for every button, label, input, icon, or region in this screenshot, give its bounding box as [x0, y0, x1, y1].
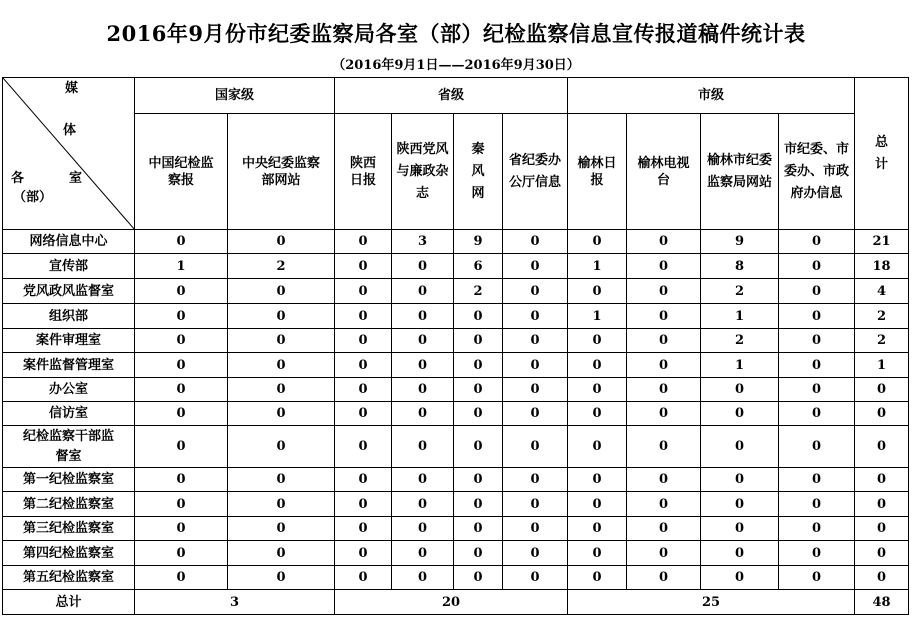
grand-total: 48 [855, 590, 909, 615]
value-cell: 0 [135, 517, 228, 541]
value-cell: 0 [135, 541, 228, 566]
value-cell: 0 [503, 353, 568, 378]
row-label: 第三纪检监察室 [3, 517, 135, 541]
value-cell: 0 [392, 279, 454, 304]
value-cell: 0 [568, 230, 627, 254]
table-row [3, 329, 909, 353]
value-cell: 0 [335, 402, 392, 426]
row-label: 办公室 [3, 378, 135, 402]
value-cell: 8 [701, 254, 779, 279]
value-cell: 0 [779, 304, 855, 329]
value-cell: 0 [454, 426, 503, 468]
value-cell: 0 [701, 402, 779, 426]
row-total-cell: 0 [855, 468, 909, 492]
value-cell: 0 [392, 304, 454, 329]
value-cell: 0 [228, 468, 335, 492]
value-cell: 0 [568, 402, 627, 426]
row-total-cell: 0 [855, 426, 909, 468]
table-row [3, 402, 909, 426]
value-cell: 0 [503, 402, 568, 426]
value-cell: 0 [503, 541, 568, 566]
corner-header-cell [3, 78, 135, 230]
value-cell: 0 [392, 329, 454, 353]
value-cell: 0 [335, 353, 392, 378]
group-national: 国家级 [135, 78, 335, 114]
value-cell: 0 [392, 378, 454, 402]
page-title: 2016年9月份市纪委监察局各室（部）纪检监察信息宣传报道稿件统计表 [106, 21, 806, 46]
value-cell: 0 [627, 378, 701, 402]
value-cell: 0 [627, 329, 701, 353]
value-cell: 0 [228, 304, 335, 329]
date-range: （2016年9月1日——2016年9月30日） [332, 58, 580, 73]
value-cell: 2 [701, 329, 779, 353]
row-total-cell: 0 [855, 566, 909, 590]
value-cell: 0 [135, 230, 228, 254]
value-cell: 0 [627, 426, 701, 468]
value-cell: 0 [701, 492, 779, 517]
value-cell: 0 [135, 492, 228, 517]
value-cell: 0 [335, 279, 392, 304]
value-cell: 0 [503, 304, 568, 329]
col-header-7: 榆林日报 [568, 114, 627, 230]
row-label: 网络信息中心 [3, 230, 135, 254]
diagonal-line [3, 78, 135, 230]
value-cell: 0 [454, 353, 503, 378]
value-cell: 0 [335, 541, 392, 566]
value-cell: 0 [779, 230, 855, 254]
table-row [3, 468, 909, 492]
value-cell: 1 [701, 353, 779, 378]
value-cell: 0 [779, 541, 855, 566]
value-cell: 0 [627, 254, 701, 279]
value-cell: 0 [627, 468, 701, 492]
value-cell: 0 [503, 329, 568, 353]
row-label: 第四纪检监察室 [3, 541, 135, 566]
value-cell: 0 [779, 402, 855, 426]
value-cell: 0 [701, 517, 779, 541]
col-header-4: 陕西党风与廉政杂志 [392, 114, 454, 230]
value-cell: 0 [627, 541, 701, 566]
corner-label-media-2: 体 [63, 123, 77, 138]
value-cell: 0 [135, 353, 228, 378]
table-row [3, 378, 909, 402]
column-header-row [3, 114, 909, 230]
row-label: 第二纪检监察室 [3, 492, 135, 517]
value-cell: 0 [335, 492, 392, 517]
value-cell: 0 [627, 353, 701, 378]
value-cell: 0 [701, 541, 779, 566]
value-cell: 0 [135, 304, 228, 329]
value-cell: 0 [454, 378, 503, 402]
total-header: 总计 [855, 78, 909, 230]
value-cell: 0 [779, 353, 855, 378]
value-cell: 1 [568, 254, 627, 279]
value-cell: 0 [503, 230, 568, 254]
value-cell: 0 [701, 468, 779, 492]
value-cell: 0 [228, 426, 335, 468]
row-total-cell: 21 [855, 230, 909, 254]
group-city: 市级 [568, 78, 855, 114]
value-cell: 0 [779, 517, 855, 541]
value-cell: 0 [503, 426, 568, 468]
value-cell: 0 [779, 279, 855, 304]
value-cell: 0 [779, 254, 855, 279]
row-total-cell: 2 [855, 329, 909, 353]
value-cell: 0 [503, 254, 568, 279]
value-cell: 0 [701, 426, 779, 468]
value-cell: 0 [454, 492, 503, 517]
value-cell: 0 [568, 492, 627, 517]
total-national: 3 [135, 590, 335, 615]
total-provincial: 20 [335, 590, 568, 615]
row-total-cell: 0 [855, 541, 909, 566]
value-cell: 0 [392, 254, 454, 279]
value-cell: 0 [568, 353, 627, 378]
value-cell: 0 [335, 468, 392, 492]
value-cell: 0 [392, 566, 454, 590]
row-label: 纪检监察干部监督室 [3, 426, 135, 468]
value-cell: 0 [228, 541, 335, 566]
value-cell: 0 [135, 279, 228, 304]
table-row [3, 541, 909, 566]
value-cell: 0 [392, 426, 454, 468]
corner-label-dept-2: 室 [69, 171, 83, 186]
totals-label: 总计 [3, 590, 135, 615]
value-cell: 0 [503, 378, 568, 402]
value-cell: 0 [228, 566, 335, 590]
value-cell: 0 [503, 279, 568, 304]
value-cell: 0 [568, 468, 627, 492]
value-cell: 0 [228, 279, 335, 304]
table-row [3, 353, 909, 378]
value-cell: 0 [392, 353, 454, 378]
col-header-9: 榆林市纪委监察局网站 [701, 114, 779, 230]
value-cell: 0 [701, 378, 779, 402]
table-row [3, 492, 909, 517]
row-total-cell: 2 [855, 304, 909, 329]
value-cell: 0 [454, 304, 503, 329]
value-cell: 0 [568, 378, 627, 402]
value-cell: 0 [454, 517, 503, 541]
value-cell: 0 [779, 426, 855, 468]
value-cell: 0 [503, 517, 568, 541]
value-cell: 0 [135, 426, 228, 468]
value-cell: 0 [228, 353, 335, 378]
value-cell: 0 [627, 517, 701, 541]
table-row [3, 426, 909, 468]
row-label: 党风政风监督室 [3, 279, 135, 304]
row-total-cell: 0 [855, 402, 909, 426]
value-cell: 0 [779, 566, 855, 590]
value-cell: 0 [135, 378, 228, 402]
row-total-cell: 18 [855, 254, 909, 279]
value-cell: 0 [454, 402, 503, 426]
value-cell: 0 [135, 566, 228, 590]
value-cell: 2 [228, 254, 335, 279]
statistics-table [2, 77, 909, 615]
value-cell: 0 [701, 566, 779, 590]
table-row [3, 230, 909, 254]
value-cell: 0 [335, 426, 392, 468]
value-cell: 1 [135, 254, 228, 279]
value-cell: 0 [392, 402, 454, 426]
value-cell: 0 [454, 468, 503, 492]
row-label: 第五纪检监察室 [3, 566, 135, 590]
col-header-2: 中央纪委监察部网站 [228, 114, 335, 230]
table-row [3, 254, 909, 279]
value-cell: 0 [392, 541, 454, 566]
table-row [3, 566, 909, 590]
value-cell: 0 [335, 329, 392, 353]
value-cell: 0 [228, 378, 335, 402]
value-cell: 9 [454, 230, 503, 254]
value-cell: 0 [568, 279, 627, 304]
col-header-8: 榆林电视台 [627, 114, 701, 230]
value-cell: 2 [454, 279, 503, 304]
value-cell: 0 [392, 468, 454, 492]
total-city: 25 [568, 590, 855, 615]
value-cell: 9 [701, 230, 779, 254]
value-cell: 0 [568, 329, 627, 353]
value-cell: 0 [135, 402, 228, 426]
row-total-cell: 0 [855, 492, 909, 517]
value-cell: 0 [228, 492, 335, 517]
row-label: 组织部 [3, 304, 135, 329]
value-cell: 0 [228, 329, 335, 353]
value-cell: 0 [568, 541, 627, 566]
col-header-1: 中国纪检监察报 [135, 114, 228, 230]
value-cell: 0 [627, 402, 701, 426]
value-cell: 0 [392, 492, 454, 517]
value-cell: 0 [454, 566, 503, 590]
value-cell: 0 [779, 492, 855, 517]
value-cell: 0 [135, 468, 228, 492]
table-row [3, 517, 909, 541]
row-total-cell: 0 [855, 517, 909, 541]
row-label: 第一纪检监察室 [3, 468, 135, 492]
table-row [3, 279, 909, 304]
value-cell: 0 [503, 492, 568, 517]
row-label: 宣传部 [3, 254, 135, 279]
value-cell: 0 [335, 378, 392, 402]
value-cell: 0 [335, 566, 392, 590]
value-cell: 0 [503, 468, 568, 492]
value-cell: 6 [454, 254, 503, 279]
row-total-cell: 0 [855, 378, 909, 402]
col-header-6: 省纪委办公厅信息 [503, 114, 568, 230]
row-label: 案件审理室 [3, 329, 135, 353]
corner-label-dept-3: （部） [13, 190, 53, 205]
group-provincial: 省级 [335, 78, 568, 114]
col-header-5: 秦风网 [454, 114, 503, 230]
value-cell: 0 [568, 566, 627, 590]
value-cell: 1 [568, 304, 627, 329]
value-cell: 2 [701, 279, 779, 304]
value-cell: 0 [568, 517, 627, 541]
value-cell: 0 [135, 329, 228, 353]
value-cell: 0 [627, 304, 701, 329]
group-header-row [3, 78, 909, 114]
corner-label-media-1: 媒 [65, 81, 79, 96]
totals-row [3, 590, 909, 615]
value-cell: 0 [627, 279, 701, 304]
value-cell: 0 [627, 566, 701, 590]
value-cell: 0 [228, 402, 335, 426]
row-label: 案件监督管理室 [3, 353, 135, 378]
corner-label-dept-1: 各 [11, 171, 25, 186]
value-cell: 0 [392, 517, 454, 541]
value-cell: 1 [701, 304, 779, 329]
value-cell: 0 [335, 254, 392, 279]
row-total-cell: 1 [855, 353, 909, 378]
value-cell: 0 [779, 329, 855, 353]
row-total-cell: 4 [855, 279, 909, 304]
row-label: 信访室 [3, 402, 135, 426]
value-cell: 0 [335, 517, 392, 541]
col-header-3: 陕西日报 [335, 114, 392, 230]
value-cell: 0 [627, 492, 701, 517]
value-cell: 0 [228, 230, 335, 254]
value-cell: 0 [627, 230, 701, 254]
value-cell: 3 [392, 230, 454, 254]
value-cell: 0 [568, 426, 627, 468]
value-cell: 0 [454, 541, 503, 566]
value-cell: 0 [228, 517, 335, 541]
col-header-10: 市纪委、市委办、市政府办信息 [779, 114, 855, 230]
value-cell: 0 [335, 230, 392, 254]
table-row [3, 304, 909, 329]
value-cell: 0 [454, 329, 503, 353]
value-cell: 0 [503, 566, 568, 590]
value-cell: 0 [779, 468, 855, 492]
value-cell: 0 [779, 378, 855, 402]
value-cell: 0 [335, 304, 392, 329]
